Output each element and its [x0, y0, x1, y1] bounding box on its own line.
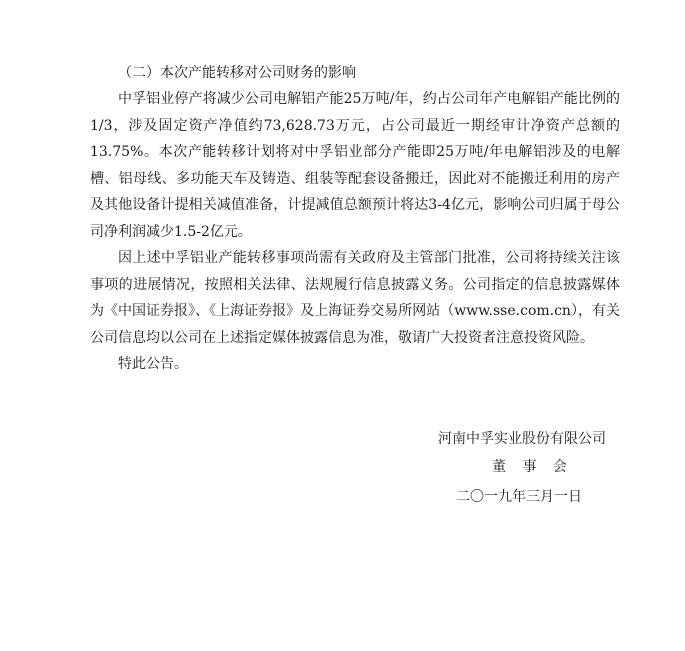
signature-company: 河南中孚实业股份有限公司 [438, 431, 606, 447]
signature-board: 董 事 会 [492, 459, 573, 475]
paragraph-closing: 特此公告。 [118, 356, 188, 372]
document-body [90, 60, 620, 378]
signature-date: 二〇一九年三月一日 [456, 489, 582, 505]
section-heading: （二）本次产能转移对公司财务的影响 [118, 65, 356, 81]
paragraph-disclosure: 因上述中孚铝业产能转移事项尚需有关政府及主管部门批准，公司将持续关注该事项的进展情况，按照相关法律、法规履行信息披露义务。公司指定的信息披露媒体为《中国证券报》、《上海证券报》及上海证券交易所网站（www.sse.com.cn），有关公司信息均以公司在上述指定媒体披露信息为准，敬请广大投资者注意投资风险。 [90, 250, 620, 346]
paragraph-financial-impact: 中孚铝业停产将减少公司电解铝产能25万吨/年，约占公司年产电解铝产能比例的1/3，涉及固定资产净值约73,628.73万元，占公司最近一期经审计净资产总额的13.75%。本次产能转移计划将对中孚铝业部分产能即25万吨/年电解铝涉及的电解槽、铝母线、多功能天车及铸造、组装等配套设备搬迁，因此对不能搬迁利用的房产及其他设备计提相关减值准备，计提减值总额预计将达3-4亿元，影响公司归属于母公司净利润减少1.5-2亿元。 [90, 91, 620, 240]
